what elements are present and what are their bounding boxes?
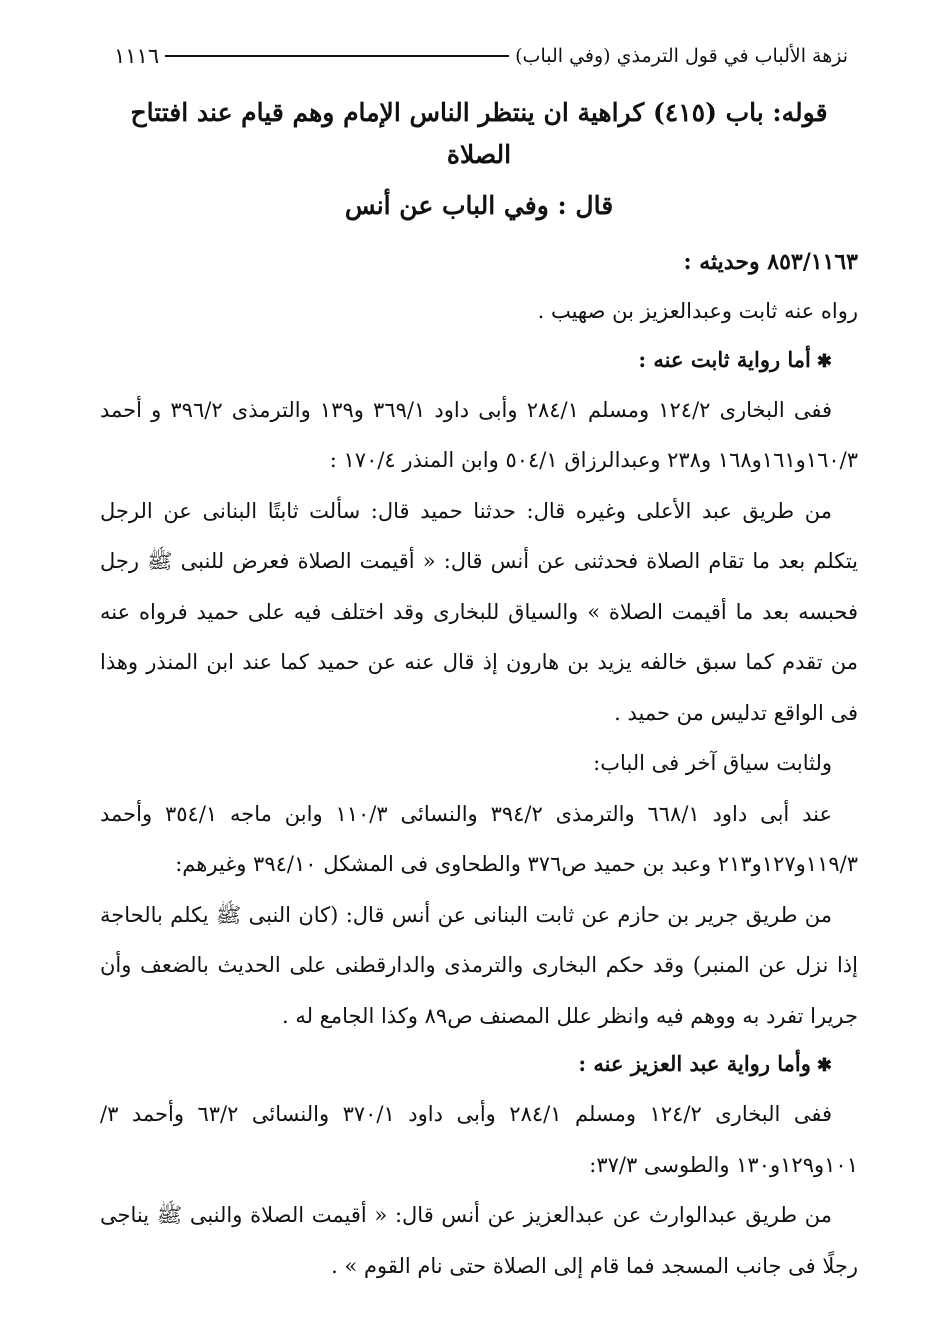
section-heading-thabit [100, 337, 858, 385]
paragraph-references-2: عند أبى داود ٦٦٨/١ والترمذى ٣٩٤/٢ والنسائى ١١٠/٣ وابن ماجه ٣٥٤/١ وأحمد ١١٩/٣و١٢٧و٢١٣ وعبد بن حميد ص٣٧٦ والطحاوى فى المشكل ٣٩٤/١٠ وغيرهم: [100, 801, 858, 876]
paragraph-isnad-3: من طريق عبدالوارث عن عبدالعزيز عن أنس قال: « أقيمت الصلاة والنبى ﷺ يناجى رجلًا فى جانب المسجد فما قام إلى الصلاة حتى نام القوم » . [100, 1203, 858, 1278]
running-title: نزهة الألباب في قول الترمذي (وفي الباب) [515, 45, 848, 67]
header-rule [165, 55, 509, 57]
paragraph-narrators: رواه عنه ثابت وعبدالعزيز بن صهيب . [537, 299, 858, 323]
paragraph-references-3: ففى البخارى ١٢٤/٢ ومسلم ٢٨٤/١ وأبى داود ٣٧٠/١ والنسائى ٦٣/٢ وأحمد ٣/ ١٠١و١٢٩و١٣٠ والطوسى ٣٧/٣: [100, 1102, 858, 1177]
chapter-subtitle: قال : وفي الباب عن أنس [344, 191, 614, 220]
running-header [100, 36, 858, 76]
hadith-number: ٨٥٣/١١٦٣ وحديثه : [683, 249, 858, 275]
chapter-title: قوله: باب (٤١٥) كراهية ان ينتظر الناس الإمام وهم قيام عند افتتاح الصلاة [130, 98, 828, 169]
section-heading-abdulaziz [100, 1041, 858, 1089]
paragraph-other-context: ولثابت سياق آخر فى الباب: [593, 751, 832, 775]
page-number: ١١١٦ [114, 44, 160, 68]
star-icon: ✱ [816, 1055, 832, 1076]
paragraph-isnad-1: من طريق عبد الأعلى وغيره قال: حدثنا حميد قال: سألت ثابتًا البنانى عن الرجل يتكلم بعد ما تقام الصلاة فحدثنى عن أنس قال: « أقيمت الصلاة فعرض للنبى ﷺ رجل فحبسه بعد ما أقيمت الصلاة » والسياق للبخارى وقد اختلف فيه على حميد فرواه عنه من تقدم كما سبق خالفه يزيد بن هارون إذ قال عنه عن حميد كما عند ابن المنذر وهذا فى الواقع تدليس من حميد . [100, 498, 858, 725]
paragraph-references-1: ففى البخارى ١٢٤/٢ ومسلم ٢٨٤/١ وأبى داود ٣٦٩/١ و١٣٩ والترمذى ٣٩٦/٢ و أحمد ١٦٠/٣و١٦١و١٦٨ و٢٣٨ وعبدالرزاق ٥٠٤/١ وابن المنذر ١٧٠/٤ : [100, 397, 858, 472]
paragraph-isnad-2: من طريق جرير بن حازم عن ثابت البنانى عن أنس قال: (كان النبى ﷺ يكلم بالحاجة إذا نزل عن المنبر) وقد حكم البخارى والترمذى والدارقطنى على الحديث بالضعف وأن جريرا تفرد به ووهم فيه وانظر علل المصنف ص٨٩ وكذا الجامع له . [100, 902, 858, 1028]
section-heading-text: أما رواية ثابت عنه : [638, 346, 811, 372]
section-heading-text: وأما رواية عبد العزيز عنه : [578, 1051, 811, 1076]
star-icon: ✱ [816, 350, 832, 372]
